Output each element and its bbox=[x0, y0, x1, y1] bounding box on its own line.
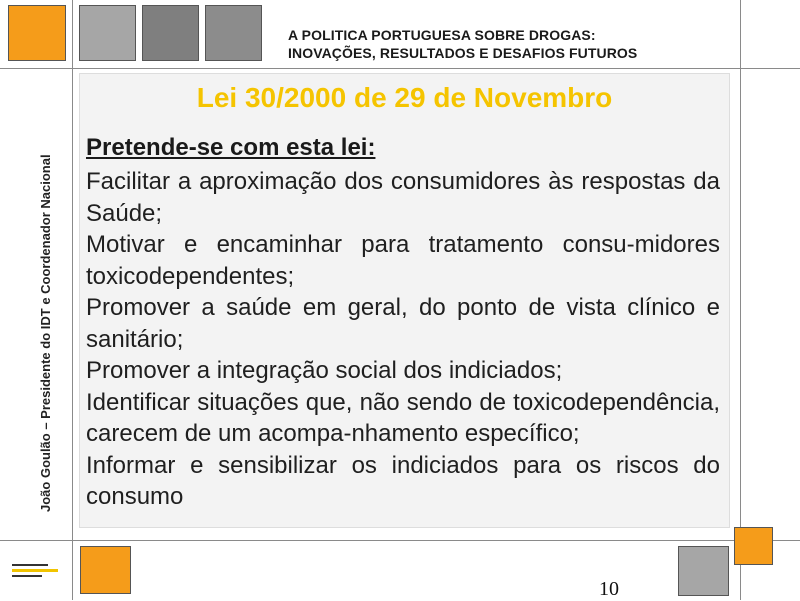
presentation-title-line-1: A POLITICA PORTUGUESA SOBRE DROGAS: bbox=[288, 27, 596, 43]
page-number: 10 bbox=[599, 578, 619, 600]
presentation-title bbox=[288, 26, 728, 62]
logo-baseline bbox=[12, 575, 42, 577]
gray-square-1 bbox=[79, 5, 136, 61]
objective-item: Informar e sensibilizar os indiciados para os riscos do consumo bbox=[86, 451, 720, 510]
gray-square-bottom-right bbox=[678, 546, 729, 596]
objective-item: Promover a integração social dos indiciados; bbox=[86, 357, 563, 384]
slide-heading: Lei 30/2000 de 29 de Novembro bbox=[196, 82, 613, 113]
intro-line: Pretende-se com esta lei: bbox=[86, 134, 376, 161]
objective-item: Promover a saúde em geral, do ponto de vista clínico e sanitário; bbox=[86, 294, 720, 353]
objectives-list bbox=[86, 166, 720, 513]
presenter-credit-vertical: João Goulão – Presidente do IDT e Coordenador Nacional bbox=[38, 154, 53, 512]
gray-square-2 bbox=[142, 5, 199, 61]
left-divider-line bbox=[72, 0, 73, 600]
right-divider-line bbox=[740, 0, 741, 600]
footer-divider-line bbox=[0, 540, 800, 541]
presentation-title-line-2: INOVAÇÕES, RESULTADOS E DESAFIOS FUTUROS bbox=[288, 45, 638, 61]
objective-item: Facilitar a aproximação dos consumidores às respostas da Saúde; bbox=[86, 168, 720, 227]
orange-square-top-left bbox=[8, 5, 66, 61]
objective-item: Motivar e encaminhar para tratamento consu-midores toxicodependentes; bbox=[86, 231, 720, 290]
idt-logo bbox=[12, 564, 62, 578]
gray-square-3 bbox=[205, 5, 262, 61]
header-divider-line bbox=[0, 68, 800, 69]
objective-item: Identificar situações que, não sendo de toxicodependência, carecem de um acompa-nhamento específico; bbox=[86, 388, 720, 447]
logo-bar bbox=[12, 569, 58, 572]
logo-dots bbox=[12, 564, 48, 566]
orange-square-bottom-left bbox=[80, 546, 131, 594]
orange-square-right-edge bbox=[734, 527, 773, 565]
